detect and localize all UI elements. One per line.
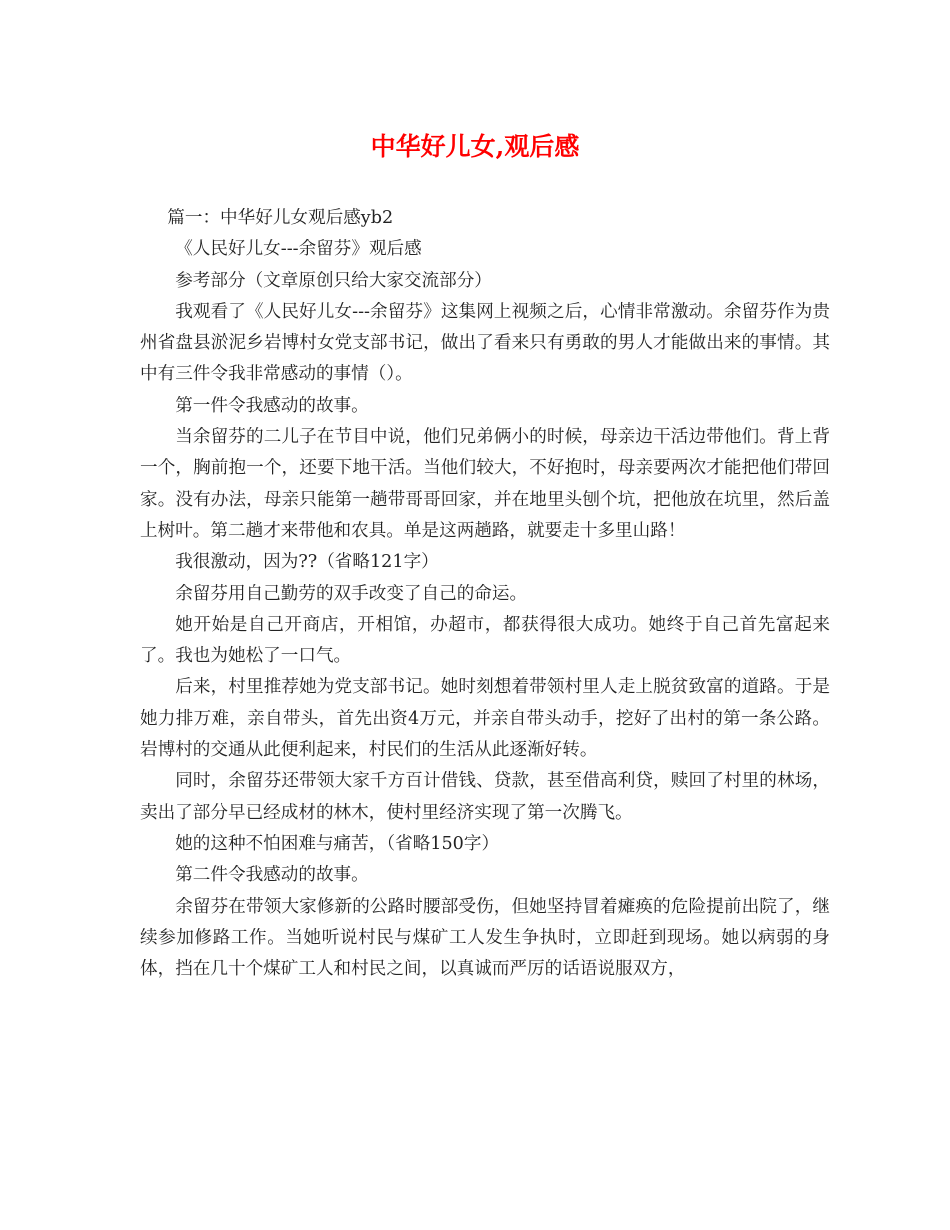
- paragraph: 余留芬用自己勤劳的双手改变了自己的命运。: [175, 583, 528, 604]
- document-title: 中华好儿女,观后感: [370, 132, 580, 161]
- paragraph: 第二件令我感动的故事。: [175, 865, 369, 886]
- paragraph: 她的这种不怕困难与痛苦，（省略150字）: [175, 833, 500, 854]
- paragraph-section-heading: 篇一：中华好儿女观后感yb2: [167, 208, 394, 228]
- paragraph: 当余留芬的二儿子在节目中说，他们兄弟俩小的时候，母亲边干活边带他们。背上背一个，胸前抱一个，还要下地干活。当他们较大，不好抱时，母亲要两次才能把他们带回家。没有办法，母亲只能第一趟带哥哥回家，并在地里头刨个坑，把他放在坑里，然后盖上树叶。第二趟才来带他和农具。单是这两趟路，就要走十多里山路！: [140, 427, 830, 541]
- paragraph: 余留芬在带领大家修新的公路时腰部受伤，但她坚持冒着瘫痪的危险提前出院了，继续参加修路工作。当她听说村民与煤矿工人发生争执时，立即赶到现场。她以病弱的身体，挡在几十个煤矿工人和村民之间，以真诚而严厉的话语说服双方，: [140, 896, 830, 980]
- paragraph-note: 参考部分（文章原创只给大家交流部分）: [175, 270, 492, 291]
- paragraph: 我很激动，因为??（省略121字）: [175, 552, 439, 573]
- paragraph-subtitle: 《人民好儿女---余留芬》观后感: [175, 239, 422, 260]
- paragraph: 后来，村里推荐她为党支部书记。她时刻想着带领村里人走上脱贫致富的道路。于是她力排万难，亲自带头，首先出资4万元，并亲自带头动手，挖好了出村的第一条公路。岩博村的交通从此便利起来，村民们的生活从此逐渐好转。: [140, 677, 830, 761]
- paragraph: 我观看了《人民好儿女---余留芬》这集网上视频之后，心情非常激动。余留芬作为贵州省盘县淤泥乡岩博村女党支部书记，做出了看来只有勇敢的男人才能做出来的事情。其中有三件令我非常感动的事情（）。: [140, 301, 830, 385]
- document-body: [140, 203, 830, 985]
- paragraph: 同时，余留芬还带领大家千方百计借钱、贷款，甚至借高利贷，赎回了村里的林场，卖出了部分早已经成材的林木，使村里经济实现了第一次腾飞。: [140, 771, 830, 823]
- paragraph: 第一件令我感动的故事。: [175, 395, 369, 416]
- paragraph: 她开始是自己开商店，开相馆，办超市，都获得很大成功。她终于自己首先富起来了。我也为她松了一口气。: [140, 614, 830, 667]
